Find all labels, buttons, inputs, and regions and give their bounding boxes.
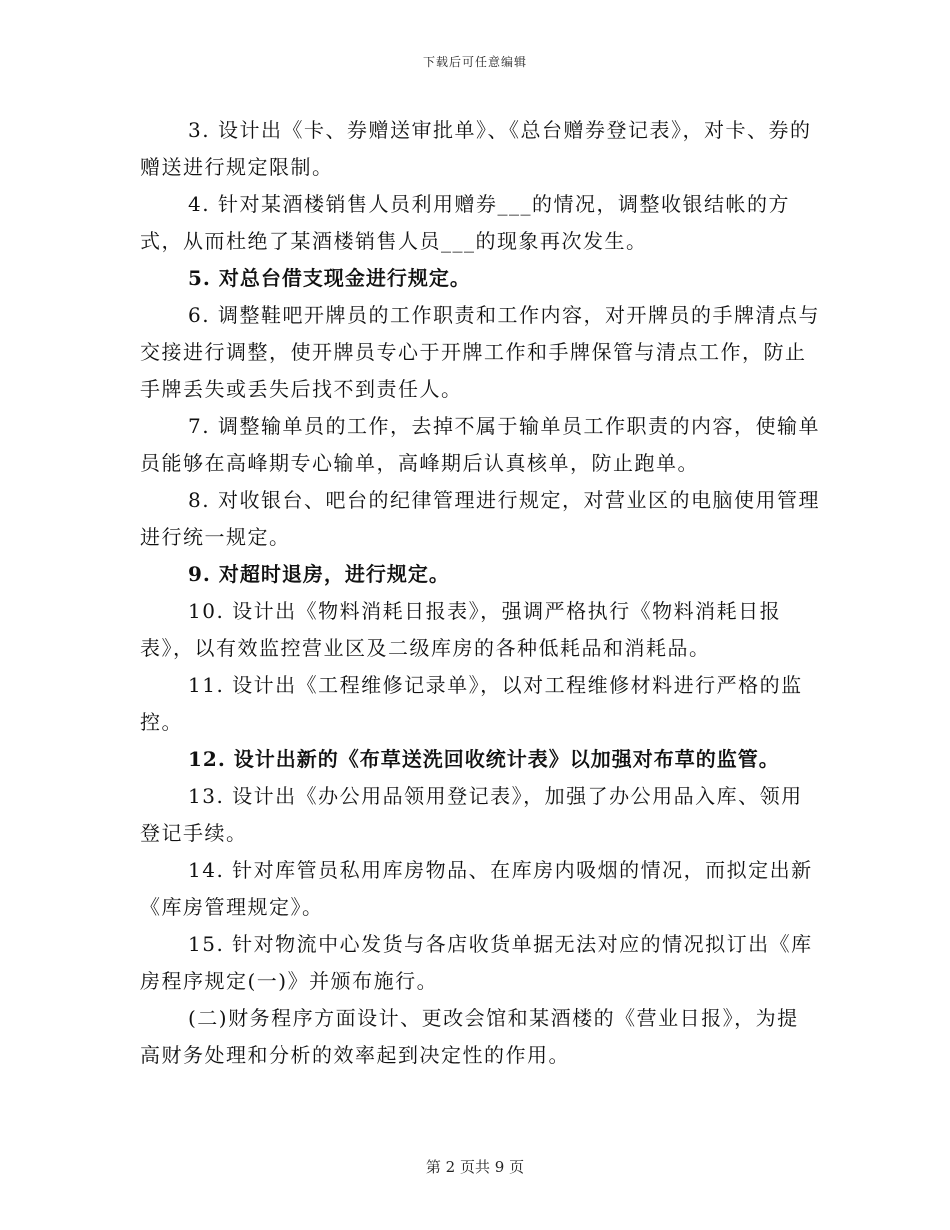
paragraph-item-13: 13. 设计出《办公用品领用登记表》，加强了办公用品入库、领用登记手续。 xyxy=(140,784,803,845)
page-footer: 第 2 页共 9 页 xyxy=(425,1158,525,1176)
paragraph-section-2: (二)财务程序方面设计、更改会馆和某酒楼的《营业日报》，为提高财务处理和分析的效率起到决定性的作用。 xyxy=(140,1006,799,1067)
paragraph-item-7: 7. 调整输单员的工作，去掉不属于输单员工作职责的内容，使输单员能够在高峰期专心输单，高峰期后认真核单，防止跑单。 xyxy=(140,414,820,475)
paragraph-item-15: 15. 针对物流中心发货与各店收货单据无法对应的情况拟订出《库房程序规定(一)》并颁布施行。 xyxy=(140,932,813,993)
paragraph-item-6: 6. 调整鞋吧开牌员的工作职责和工作内容，对开牌员的手牌清点与交接进行调整，使开牌员专心于开牌工作和手牌保管与清点工作，防止手牌丢失或丢失后找不到责任人。 xyxy=(140,303,820,401)
paragraph-item-5: 5. 对总台借支现金进行规定。 xyxy=(188,266,471,290)
page-header: 下载后可任意编辑 xyxy=(422,55,527,69)
paragraph-item-14: 14. 针对库管员私用库房物品、在库房内吸烟的情况，而拟定出新《库房管理规定》。 xyxy=(140,858,813,919)
paragraph-item-4: 4. 针对某酒楼销售人员利用赠券___的情况，调整收银结帐的方式，从而杜绝了某酒楼销售人员___的现象再次发生。 xyxy=(140,192,790,253)
document-body xyxy=(140,112,820,1074)
paragraph-item-3: 3. 设计出《卡、券赠送审批单》、《总台赠券登记表》，对卡、券的赠送进行规定限制。 xyxy=(140,118,812,179)
paragraph-item-12: 12. 设计出新的《布草送洗回收统计表》以加强对布草的监管。 xyxy=(188,747,780,771)
paragraph-item-8: 8. 对收银台、吧台的纪律管理进行规定，对营业区的电脑使用管理进行统一规定。 xyxy=(140,488,820,549)
paragraph-item-11: 11. 设计出《工程维修记录单》，以对工程维修材料进行严格的监控。 xyxy=(140,673,803,734)
paragraph-item-9: 9. 对超时退房，进行规定。 xyxy=(188,562,450,586)
paragraph-item-10: 10. 设计出《物料消耗日报表》，强调严格执行《物料消耗日报表》，以有效监控营业区及二级库房的各种低耗品和消耗品。 xyxy=(140,599,782,660)
